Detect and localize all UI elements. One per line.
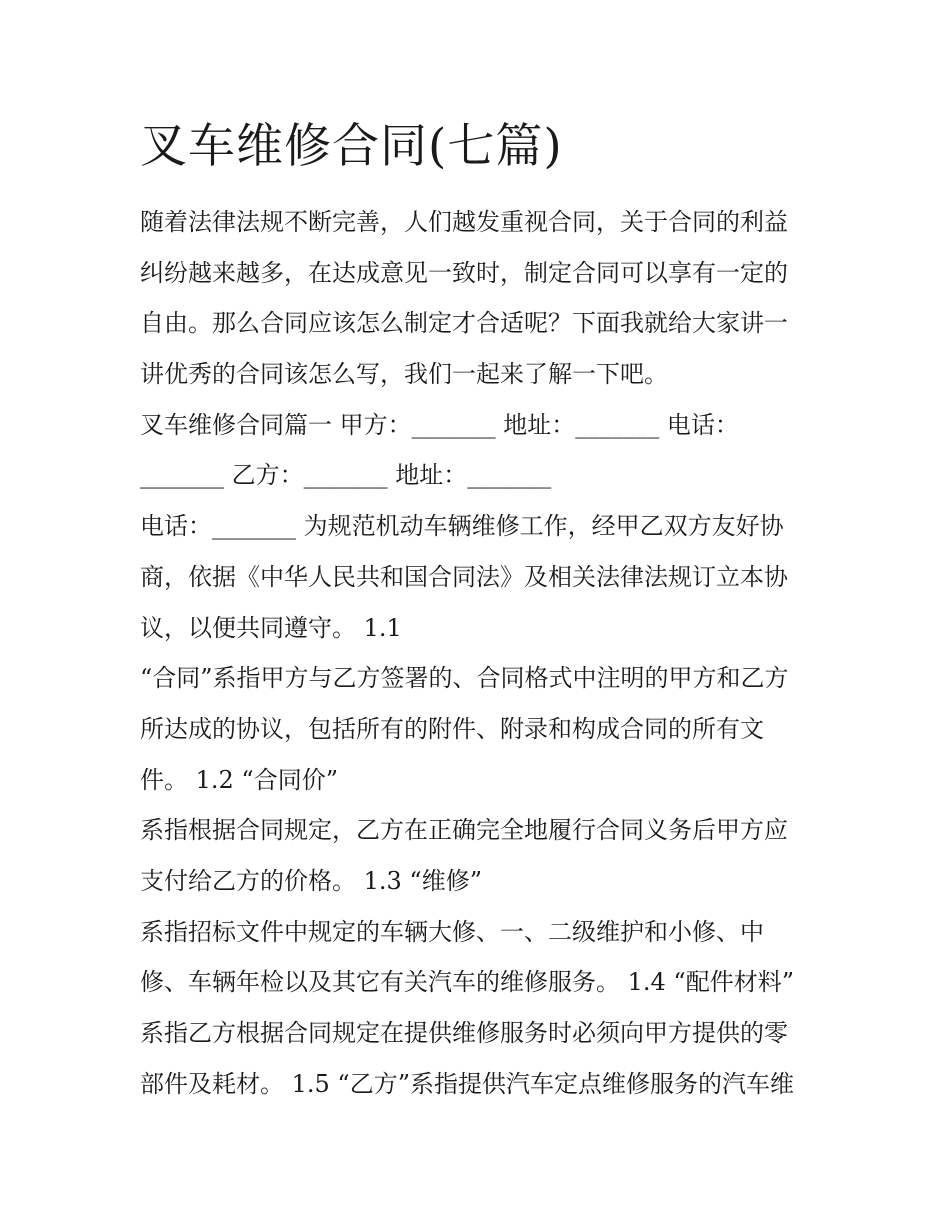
text-line: 部件及耗材。 1.5 “乙方”系指提供汽车定点维修服务的汽车维 (140, 1069, 794, 1098)
text-line: 系指招标文件中规定的车辆大修、一、二级维护和小修、中 (140, 917, 764, 946)
document-title: 叉车维修合同(七篇) (140, 119, 563, 174)
text-line: 支付给乙方的价格。 1.3 “维修” (140, 866, 482, 895)
text-line: 议，以便共同遵守。 1.1 (140, 613, 402, 642)
text-line: 系指根据合同规定，乙方在正确完全地履行合同义务后甲方应 (140, 816, 788, 845)
text-line: 修、车辆年检以及其它有关汽车的维修服务。 1.4 “配件材料” (140, 968, 794, 997)
text-line: 自由。那么合同应该怎么制定才合适呢？下面我就给大家讲一 (140, 309, 788, 338)
text-line: _______ 乙方：_______ 地址：_______ (140, 461, 552, 490)
text-line: 讲优秀的合同该怎么写，我们一起来了解一下吧。 (140, 360, 668, 389)
text-line: 商，依据《中华人民共和国合同法》及相关法律法规订立本协 (140, 562, 788, 591)
text-line: 系指乙方根据合同规定在提供维修服务时必须向甲方提供的零 (140, 1019, 788, 1047)
text-line: “合同”系指甲方与乙方签署的、合同格式中注明的甲方和乙方 (140, 664, 789, 693)
text-line: 随着法律法规不断完善，人们越发重视合同，关于合同的利益 (140, 208, 788, 236)
text-line: 电话：_______ 为规范机动车辆维修工作，经甲乙双方友好协 (140, 512, 784, 541)
text-line: 叉车维修合同篇一 甲方：_______ 地址：_______ 电话： (140, 410, 739, 439)
text-line: 纠纷越来越多，在达成意见一致时，制定合同可以享有一定的 (140, 258, 788, 287)
text-line: 所达成的协议，包括所有的附件、附录和构成合同的所有文 (140, 714, 764, 743)
document-body (140, 197, 820, 1109)
text-line: 件。 1.2 “合同价” (140, 765, 338, 794)
